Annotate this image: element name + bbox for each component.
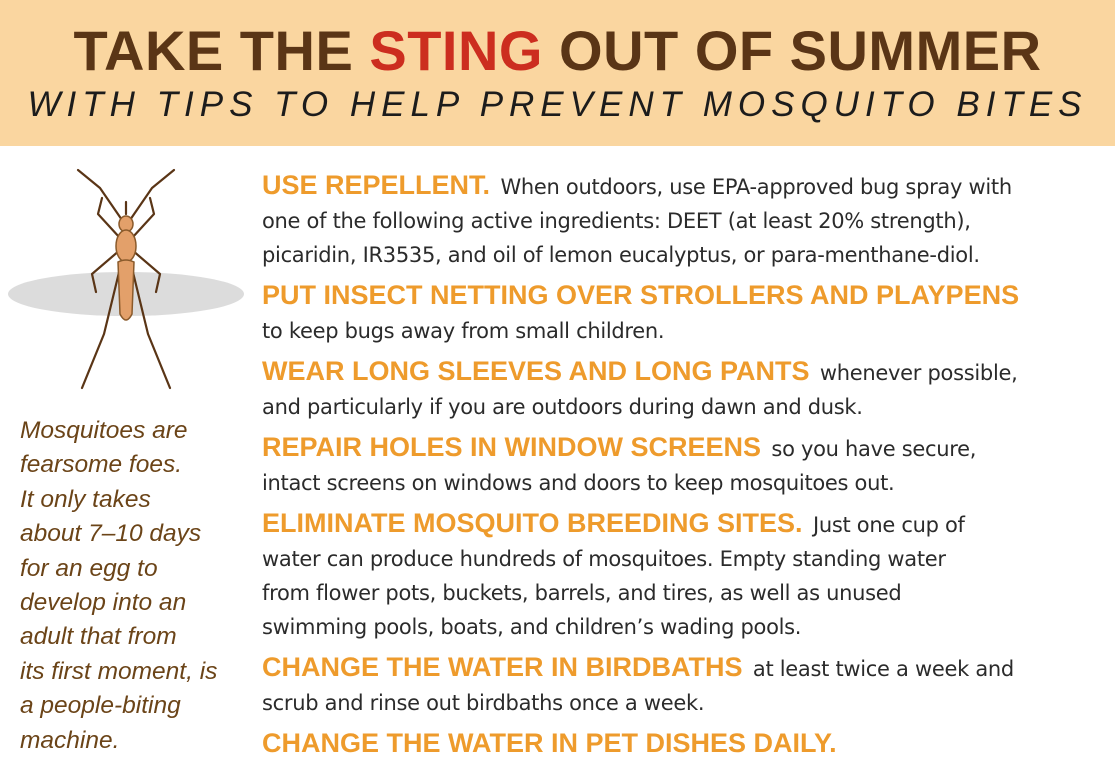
tip-text: swimming pools, boats, and children’s wading pools. [262,615,802,639]
tip-text: and particularly if you are outdoors during dawn and dusk. [262,395,863,419]
tip-heading: REPAIR HOLES IN WINDOW SCREENS [262,432,762,462]
tip-text: whenever possible, [819,361,1018,385]
tip-text: water can produce hundreds of mosquitoes. Empty standing water [262,547,946,571]
tip-use-repellent [262,168,1112,272]
fact-line: adult that from [20,623,177,651]
tip-text: scrub and rinse out birdbaths once a week. [262,691,705,715]
tip-text: from flower pots, buckets, barrels, and tires, as well as unused [262,581,902,605]
tip-breeding-sites [262,506,1112,644]
page-title [0,16,1115,86]
fact-line: its first moment, is [20,657,218,685]
tip-heading: PUT INSECT NETTING OVER STROLLERS AND PLAYPENS [262,280,1020,310]
tip-text: intact screens on windows and doors to keep mosquitoes out. [262,471,895,495]
tip-window-screens [262,430,1112,500]
tip-heading: CHANGE THE WATER IN PET DISHES DAILY. [262,728,837,758]
fact-line: It only takes [20,485,151,513]
tips-list [262,168,1112,768]
tip-heading: ELIMINATE MOSQUITO BREEDING SITES. [262,508,803,538]
fact-line: develop into an [20,589,187,617]
tip-text: one of the following active ingredients: DEET (at least 20% strength), [262,209,971,233]
tip-long-sleeves [262,354,1112,424]
header-band [0,0,1115,146]
tip-text: picaridin, IR3535, and oil of lemon eucalyptus, or para-menthane-diol. [262,243,980,267]
tip-insect-netting [262,278,1112,348]
fact-line: fearsome foes. [20,451,183,479]
title-pre: TAKE THE [73,19,354,82]
fact-line: Mosquitoes are [20,417,188,444]
title-post: OUT OF SUMMER [559,19,1042,82]
tip-birdbaths [262,650,1112,720]
fact-line: a people-biting [20,692,181,720]
page-subtitle: WITH TIPS TO HELP PREVENT MOSQUITO BITES [27,85,1088,124]
fact-line: machine. [20,726,120,754]
tip-heading: CHANGE THE WATER IN BIRDBATHS [262,652,743,682]
tip-text: so you have secure, [771,437,977,461]
tip-heading: WEAR LONG SLEEVES AND LONG PANTS [262,356,810,386]
fact-line: for an egg to [20,554,158,582]
tip-text: When outdoors, use EPA-approved bug spray with [500,175,1012,199]
tip-heading: USE REPELLENT. [262,170,491,200]
tip-text: to keep bugs away from small children. [262,319,665,343]
mosquito-icon [4,162,248,398]
tip-text: at least twice a week and [752,657,1014,681]
mosquito-fact [20,414,252,758]
fact-line: about 7–10 days [20,520,202,548]
title-accent: STING [369,19,543,82]
tip-text: Just one cup of [812,513,965,537]
tip-pet-dishes [262,726,1112,762]
